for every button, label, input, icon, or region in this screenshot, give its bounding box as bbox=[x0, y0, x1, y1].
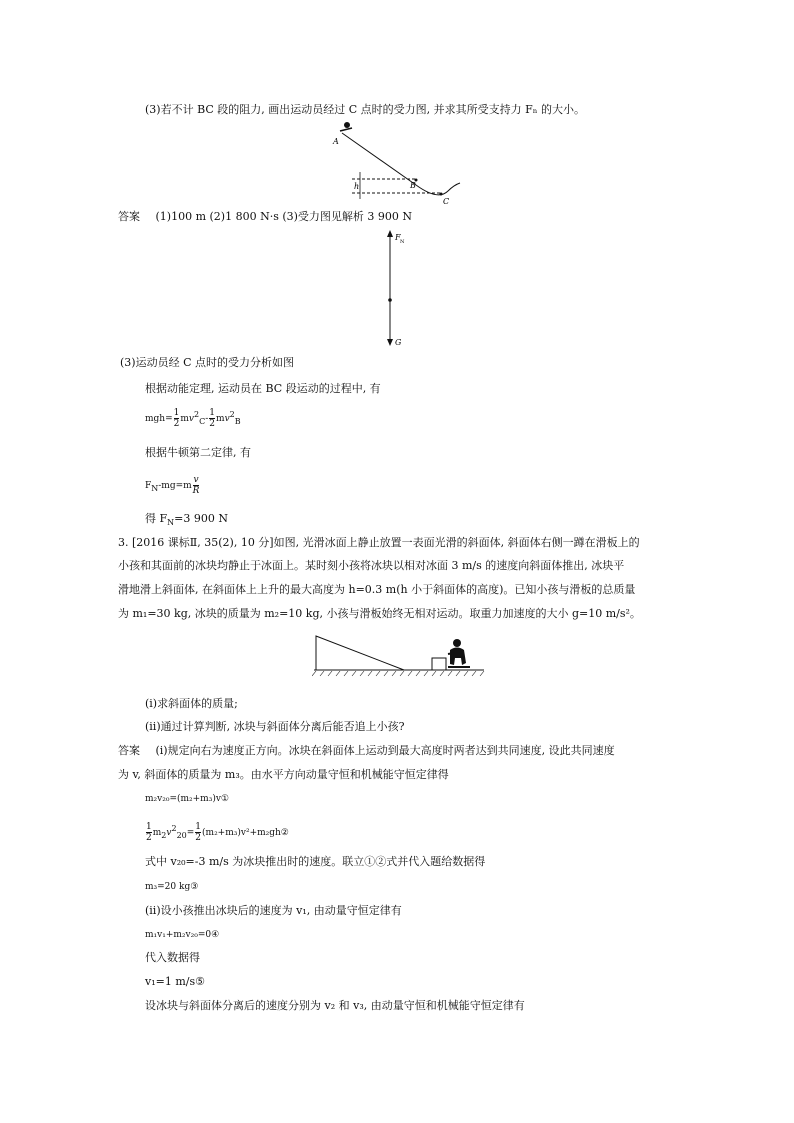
label-a: A bbox=[333, 137, 339, 146]
answer1-line bbox=[118, 210, 412, 224]
g-label: G bbox=[395, 338, 402, 347]
label-c: C bbox=[443, 197, 450, 206]
sub-question-1: (ⅰ)求斜面体的质量; bbox=[145, 697, 238, 710]
answer1-parts: (1)100 m (2)1 800 N·s (3)受力图见解析 3 900 N bbox=[155, 210, 413, 223]
answer2-line1: 答案 (ⅰ)规定向右为速度正方向。冰块在斜面体上运动到最大高度时两者达到共同速度, 设此共同速度 bbox=[118, 744, 615, 757]
sol1-intro: (3)运动员经 C 点时的受力分析如图 bbox=[120, 356, 294, 369]
sol1-eq1: mgh= $\frac{1}{2}$ $mv^2_C-$ $\frac{1}{2}$ $mv^2_B$ bbox=[145, 408, 241, 429]
answer2-line6: 设冰块与斜面体分离后的速度分别为 v₂ 和 v₃, 由动量守恒和机械能守恒定律有 bbox=[145, 999, 525, 1012]
sol1-line1: 根据动能定理, 运动员在 BC 段运动的过程中, 有 bbox=[145, 382, 381, 395]
problem3-line2: 小孩和其面前的冰块均静止于冰面上。某时刻小孩将冰块以相对冰面 3 m/s 的速度向斜面体推出, 冰块平 bbox=[118, 559, 625, 572]
child-icon bbox=[448, 639, 470, 668]
problem3-line3: 滑地滑上斜面体, 在斜面体上上升的最大高度为 h=0.3 m(h 小于斜面体的高度)。已知小孩与滑板的总质量 bbox=[118, 583, 636, 596]
fn-sub: N bbox=[400, 239, 405, 245]
part3-question: (3)若不计 BC 段的阻力, 画出运动员经过 C 点时的受力图, 并求其所受支持力 Fₙ 的大小。 bbox=[145, 103, 586, 116]
problem3-line1: 3. [2016 课标Ⅱ, 35(2), 10 分]如图, 光滑冰面上静止放置一表面光滑的斜面体, 斜面体右侧一蹲在滑板上的 bbox=[118, 536, 640, 549]
arrow-down-icon bbox=[387, 339, 393, 346]
answer2-eq4: m₁v₁+m₂v₂₀=0④ bbox=[145, 930, 220, 940]
sol1-line2: 根据牛顿第二定律, 有 bbox=[145, 446, 251, 459]
label-h: h bbox=[354, 182, 360, 191]
problem3-line4: 为 m₁=30 kg, 冰块的质量为 m₂=10 kg, 小孩与滑板始终无相对运动。取重力加速度的大小 g=10 m/s²。 bbox=[118, 607, 641, 620]
sol1-eq2: $F_N-mg=m$ $\frac{v}{R}$ bbox=[145, 475, 200, 496]
answer2-eq1: m₂v₂₀=(m₂+m₃)v① bbox=[145, 794, 229, 804]
wedge-shape bbox=[316, 636, 404, 670]
answer-tag: 答案 bbox=[118, 210, 140, 223]
answer2-line3: 式中 v₂₀=-3 m/s 为冰块推出时的速度。联立①②式并代入题给数据得 bbox=[145, 855, 486, 868]
slope-figure bbox=[330, 115, 470, 207]
sol1-result: 得 $F_N=3$ 900 N bbox=[145, 512, 228, 528]
answer2-eq2: $\frac{1}{2}$ $m_2v^2_{20}=$ $\frac{1}{2}$ (m₂+m₃)v²+m₂gh② bbox=[146, 822, 289, 843]
ice-block bbox=[432, 658, 446, 670]
answer2-line4: (ⅱ)设小孩推出冰块后的速度为 v₁, 由动量守恒定律有 bbox=[145, 904, 402, 917]
answer2-eq3: m₃=20 kg③ bbox=[145, 882, 199, 892]
answer2-eq5: v₁=1 m/s⑤ bbox=[145, 975, 205, 988]
answer2-line2: 为 v, 斜面体的质量为 m₃。由水平方向动量守恒和机械能守恒定律得 bbox=[118, 768, 449, 781]
arrow-up-icon bbox=[387, 230, 393, 237]
skier-icon bbox=[344, 122, 350, 128]
force-diagram bbox=[380, 228, 420, 350]
label-b: B bbox=[410, 181, 416, 190]
fn-label: F bbox=[395, 233, 401, 242]
answer2-line5: 代入数据得 bbox=[145, 951, 200, 964]
answer-tag: 答案 bbox=[118, 744, 140, 757]
ice-figure bbox=[312, 630, 488, 682]
sub-question-2: (ⅱ)通过计算判断, 冰块与斜面体分离后能否追上小孩? bbox=[145, 720, 405, 733]
